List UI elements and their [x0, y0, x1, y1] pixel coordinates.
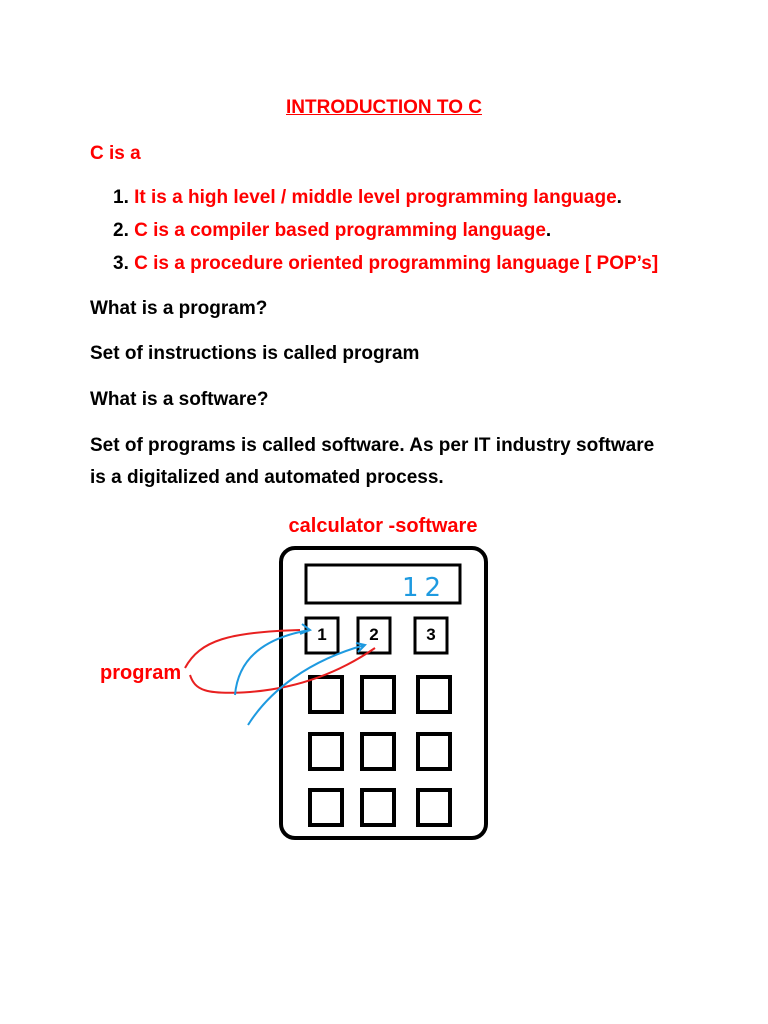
key-grid-blank — [310, 677, 450, 825]
document-title: INTRODUCTION TO C — [286, 97, 482, 118]
blank-key — [418, 790, 450, 825]
answer-program: Set of instructions is called program — [90, 343, 420, 364]
key-label: 1 — [317, 625, 327, 644]
blank-key — [310, 677, 342, 712]
list-tail: . — [616, 187, 622, 208]
question-program: What is a program? — [90, 298, 268, 319]
blank-key — [310, 790, 342, 825]
blank-key — [418, 734, 450, 769]
list-tail: . — [545, 220, 552, 241]
answer-software-line1: Set of programs is called software. As per IT industry software — [90, 435, 655, 456]
list-text: C is a procedure oriented programming language [ POP’s] — [134, 253, 659, 274]
key-label: 3 — [426, 625, 436, 644]
question-software: What is a software? — [90, 389, 269, 410]
key-label: 2 — [369, 625, 379, 644]
blue-arrow-line — [235, 630, 310, 695]
blank-key — [362, 790, 394, 825]
intro-text: C is a — [90, 143, 141, 164]
list-number: 1. — [113, 187, 129, 208]
display-value: 12 — [402, 573, 448, 603]
blank-key — [362, 677, 394, 712]
program-label: program — [100, 662, 182, 684]
key-row-numbered — [306, 618, 447, 653]
list-number: 3. — [113, 253, 129, 274]
list-text: C is a compiler based programming language — [134, 220, 546, 241]
blank-key — [418, 677, 450, 712]
figure-caption: calculator -software — [288, 515, 478, 537]
blue-arrow-line — [248, 645, 365, 725]
blank-key — [310, 734, 342, 769]
list-number: 2. — [113, 220, 129, 241]
blank-key — [362, 734, 394, 769]
answer-software-line2: is a digitalized and automated process. — [90, 467, 444, 488]
list-text: It is a high level / middle level programming language — [134, 187, 617, 208]
